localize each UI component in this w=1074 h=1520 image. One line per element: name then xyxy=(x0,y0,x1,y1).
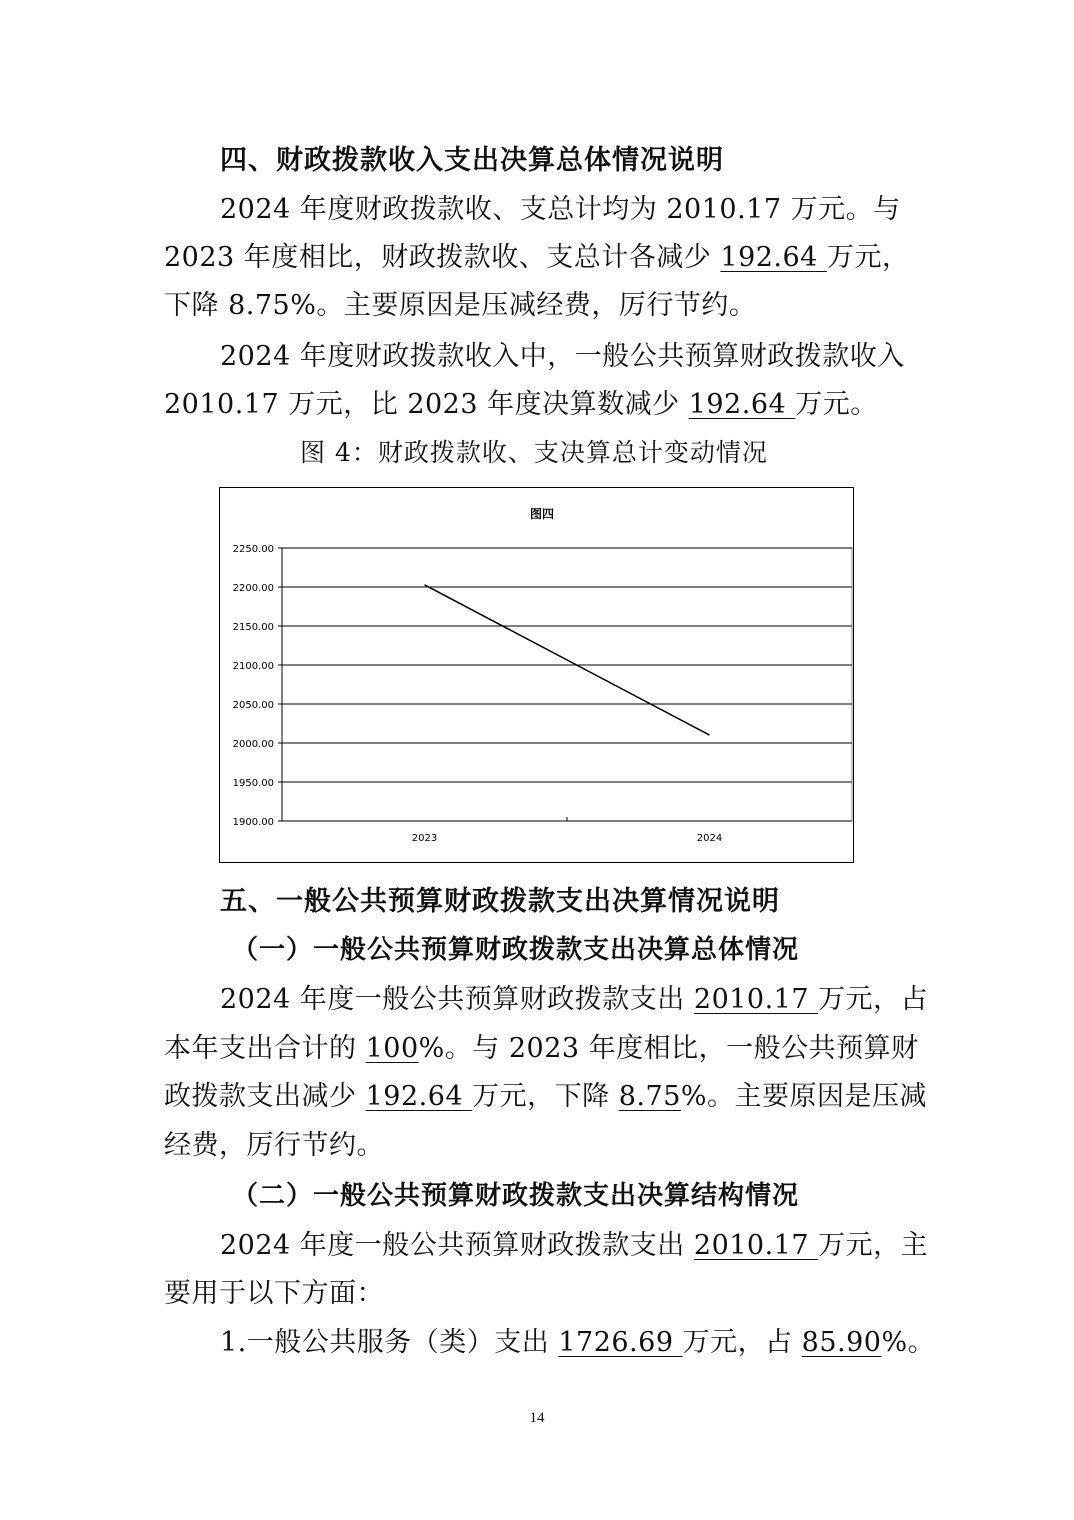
amount-underlined: 2010.17 xyxy=(693,984,819,1015)
y-tick-label: 2100.00 xyxy=(232,661,274,672)
chart-title: 图四 xyxy=(529,507,555,521)
text: 2023 年度相比，财政拨款收、支总计各减少 xyxy=(164,242,721,273)
section5-p1-line3 xyxy=(164,1079,927,1115)
text: 本年支出合计的 xyxy=(164,1033,366,1064)
section5-subheading-1: （一）一般公共预算财政拨款支出决算总体情况 xyxy=(232,935,800,965)
text: 万元。 xyxy=(795,389,878,420)
section4-p2-line2 xyxy=(164,387,878,423)
percent-underlined: 8.75 xyxy=(618,1081,681,1112)
text: 万元，占 xyxy=(818,984,929,1015)
section5-item1 xyxy=(220,1325,935,1361)
percent-underlined: 100 xyxy=(365,1033,419,1064)
text: 万元，主 xyxy=(818,1230,929,1261)
section5-heading: 五、一般公共预算财政拨款支出决算情况说明 xyxy=(220,886,780,917)
section4-p1-line2 xyxy=(164,240,909,276)
section4-heading: 四、财政拨款收入支出决算总体情况说明 xyxy=(220,145,724,176)
text: 万元，占 xyxy=(682,1327,802,1358)
y-tick-label: 2200.00 xyxy=(232,583,274,594)
text: %。 xyxy=(881,1327,936,1358)
y-tick-label: 1900.00 xyxy=(232,817,274,828)
figure-caption: 图 4：财政拨款收、支决算总计变动情况 xyxy=(300,438,768,467)
amount-underlined: 192.64 xyxy=(720,242,827,273)
section5-subheading-2: （二）一般公共预算财政拨款支出决算结构情况 xyxy=(232,1181,800,1211)
text: 政拨款支出减少 xyxy=(164,1081,366,1112)
text: 万元， xyxy=(826,242,910,273)
text: 2024 年度一般公共预算财政拨款支出 xyxy=(220,1230,694,1261)
section4-p2-line1: 2024 年度财政拨款收入中，一般公共预算财政拨款收入 xyxy=(220,341,905,372)
y-tick-label: 2250.00 xyxy=(232,544,274,555)
text: 2024 年度一般公共预算财政拨款支出 xyxy=(220,984,694,1015)
section5-p1-line1 xyxy=(220,982,928,1018)
chart-container xyxy=(219,487,854,863)
section4-p1-line3: 下降 8.75%。主要原因是压减经费，厉行节约。 xyxy=(164,290,757,321)
percent-underlined: 85.90 xyxy=(801,1327,882,1358)
section5-p1-line2 xyxy=(164,1031,919,1067)
section5-p2-line2: 要用于以下方面： xyxy=(164,1278,384,1309)
x-tick-label: 2024 xyxy=(696,833,723,844)
line-chart xyxy=(220,488,853,862)
page-number: 14 xyxy=(529,1410,545,1426)
amount-underlined: 1726.69 xyxy=(558,1327,683,1358)
amount-underlined: 192.64 xyxy=(365,1081,473,1112)
amount-underlined: 2010.17 xyxy=(693,1230,819,1261)
text: 2010.17 万元，比 2023 年度决算数减少 xyxy=(164,389,689,420)
section4-p1-line1: 2024 年度财政拨款收、支总计均为 2010.17 万元。与 xyxy=(220,194,901,225)
y-tick-label: 2150.00 xyxy=(232,622,274,633)
y-tick-label: 2050.00 xyxy=(232,700,274,711)
y-tick-label: 2000.00 xyxy=(232,739,274,750)
text: 1.一般公共服务（类）支出 xyxy=(220,1327,559,1358)
plot-area xyxy=(282,548,852,821)
series-line xyxy=(425,585,710,735)
text: 万元，下降 xyxy=(472,1081,619,1112)
text: %。与 2023 年度相比，一般公共预算财 xyxy=(418,1033,919,1064)
section5-p1-line4: 经费，厉行节约。 xyxy=(164,1130,384,1161)
y-tick-label: 1950.00 xyxy=(232,778,274,789)
section5-p2-line1 xyxy=(220,1228,928,1264)
amount-underlined: 192.64 xyxy=(688,389,796,420)
x-tick-label: 2023 xyxy=(411,833,438,844)
text: %。主要原因是压减 xyxy=(680,1081,928,1112)
